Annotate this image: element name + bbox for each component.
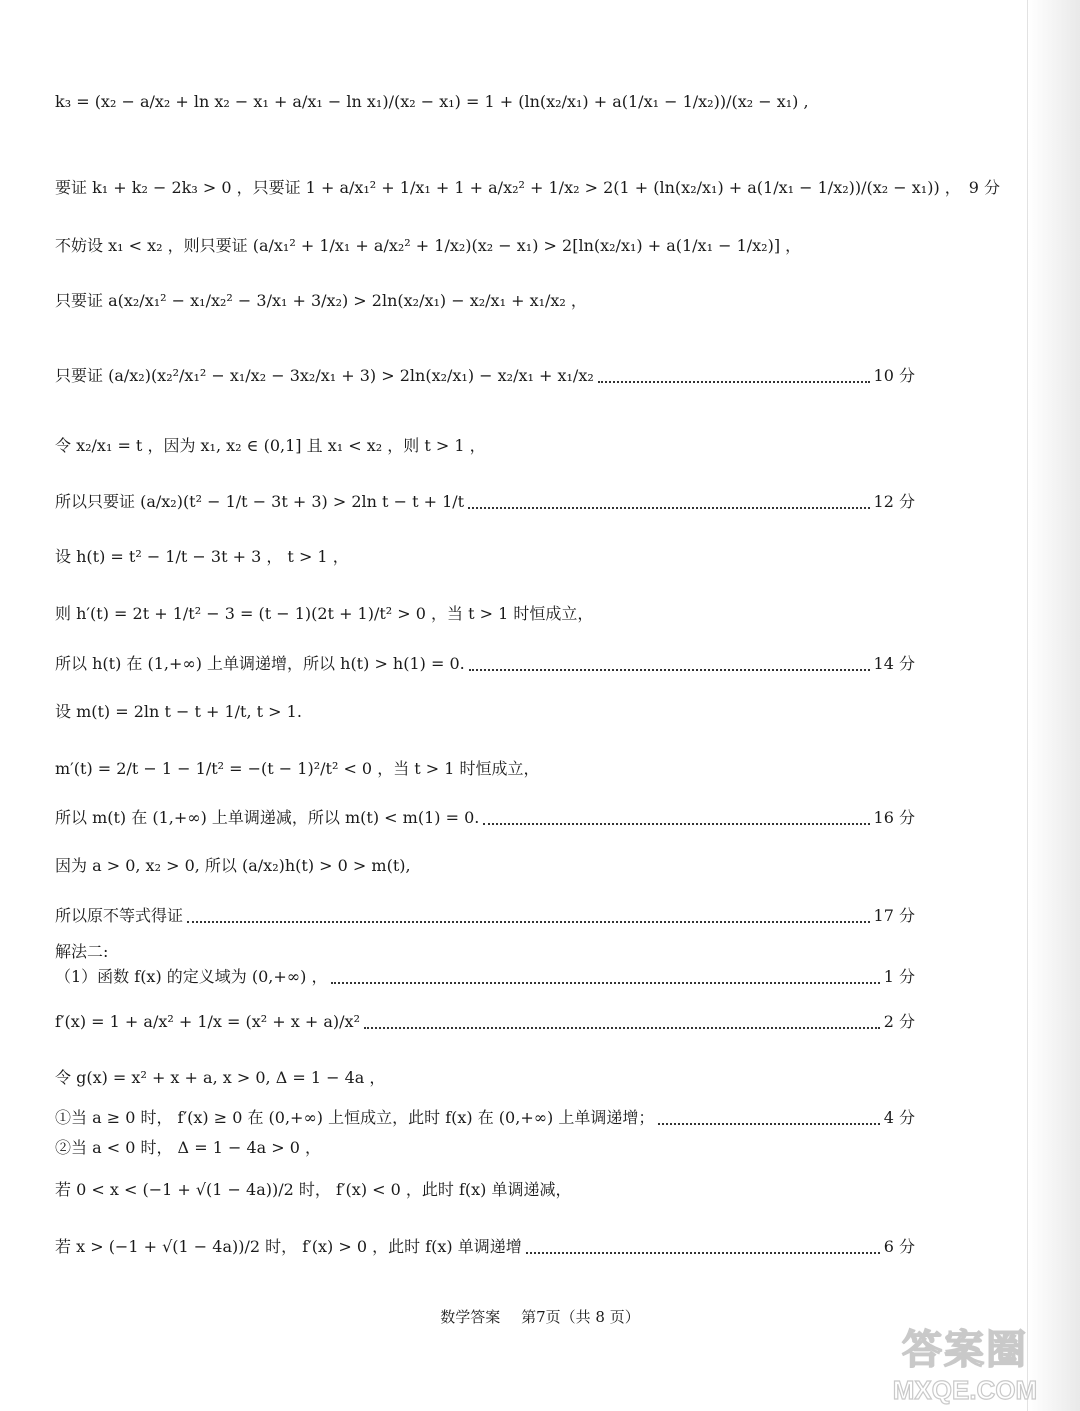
- formula-line: ②当 a < 0 时， Δ = 1 − 4a > 0 ，: [55, 1138, 322, 1157]
- formula-line: 设 m(t) = 2ln t − t + 1/t, t > 1.: [55, 702, 302, 721]
- scored-line: 若 x > (−1 + √(1 − 4a))/2 时， f′(x) > 0 ，此时 f(x) 单调递增 6 分: [55, 1237, 915, 1256]
- scored-line: 所以只要证 (a/x₂)(t² − 1/t − 3t + 3) > 2ln t − t + 1/t 12 分: [55, 492, 915, 511]
- watermark-logo: [890, 1318, 1040, 1408]
- formula-line: 令 g(x) = x² + x + a, x > 0, Δ = 1 − 4a ，: [55, 1068, 386, 1087]
- scored-line: ①当 a ≥ 0 时， f′(x) ≥ 0 在 (0,+∞) 上恒成立，此时 f(x) 在 (0,+∞) 上单调递增； 4 分: [55, 1108, 915, 1127]
- watermark-url: MXQE.COM: [892, 1375, 1038, 1405]
- score-label: 16 分: [873, 808, 915, 827]
- scored-line: 只要证 (a/x₂)(x₂²/x₁² − x₁/x₂ − 3x₂/x₁ + 3) > 2ln(x₂/x₁) − x₂/x₁ + x₁/x₂ 10 分: [55, 366, 915, 385]
- scored-line: f′(x) = 1 + a/x² + 1/x = (x² + x + a)/x² 2 分: [55, 1012, 915, 1031]
- score-label: 17 分: [873, 906, 915, 925]
- footer-subject: 数学答案: [440, 1308, 501, 1326]
- formula-line: 设 h(t) = t² − 1/t − 3t + 3 ， t > 1 ，: [55, 547, 349, 566]
- formula-line: 则 h′(t) = 2t + 1/t² − 3 = (t − 1)(2t + 1)/t² > 0 ，当 t > 1 时恒成立，: [55, 604, 594, 623]
- watermark-mark: 答案圈: [902, 1326, 1028, 1373]
- score-label: 9 分: [968, 178, 1001, 197]
- scored-line: 要证 k₁ + k₂ − 2k₃ > 0 ，只要证 1 + a/x₁² + 1/x₁ + 1 + a/x₂² + 1/x₂ > 2(1 + (ln(x₂/x₁) + a(1/x₁ − 1/x₂))/(x₂ − x₁)) ， 9 分: [55, 178, 1001, 197]
- formula-line: 令 x₂/x₁ = t ，因为 x₁, x₂ ∈ (0,1] 且 x₁ < x₂ ，则 t > 1 ，: [55, 436, 486, 455]
- footer-page-number: 第7页（共 8 页）: [521, 1308, 640, 1326]
- formula-line: m′(t) = 2/t − 1 − 1/t² = −(t − 1)²/t² < 0 ，当 t > 1 时恒成立，: [55, 759, 540, 778]
- scored-line: （1）函数 f(x) 的定义域为 (0,+∞) ， 1 分: [55, 967, 915, 986]
- score-label: 6 分: [883, 1237, 915, 1256]
- formula-line: 只要证 a(x₂/x₁² − x₁/x₂² − 3/x₁ + 3/x₂) > 2ln(x₂/x₁) − x₂/x₁ + x₁/x₂ ，: [55, 291, 587, 310]
- score-label: 14 分: [873, 654, 915, 673]
- section-heading: 解法二:: [55, 942, 109, 961]
- score-label: 10 分: [873, 366, 915, 385]
- score-label: 12 分: [873, 492, 915, 511]
- score-label: 4 分: [883, 1108, 915, 1127]
- formula-line: 因为 a > 0, x₂ > 0, 所以 (a/x₂)h(t) > 0 > m(t),: [55, 856, 411, 875]
- formula-line: 不妨设 x₁ < x₂ ，则只要证 (a/x₁² + 1/x₁ + a/x₂² + 1/x₂)(x₂ − x₁) > 2[ln(x₂/x₁) + a(1/x₁ − 1/x₂)] ，: [55, 236, 802, 255]
- formula-line: k₃ = (x₂ − a/x₂ + ln x₂ − x₁ + a/x₁ − ln x₁)/(x₂ − x₁) = 1 + (ln(x₂/x₁) + a(1/x₁ − 1/x₂))/(x₂ − x₁) ,: [55, 92, 809, 111]
- score-label: 2 分: [883, 1012, 915, 1031]
- scored-line: 所以原不等式得证 17 分: [55, 906, 915, 925]
- formula-line: 若 0 < x < (−1 + √(1 − 4a))/2 时， f′(x) < 0 ，此时 f(x) 单调递减，: [55, 1180, 572, 1199]
- page-edge-shadow: [1027, 0, 1080, 1411]
- scored-line: 所以 h(t) 在 (1,+∞) 上单调递增，所以 h(t) > h(1) = 0. 14 分: [55, 654, 915, 673]
- scored-line: 所以 m(t) 在 (1,+∞) 上单调递减，所以 m(t) < m(1) = 0. 16 分: [55, 808, 915, 827]
- score-label: 1 分: [883, 967, 915, 986]
